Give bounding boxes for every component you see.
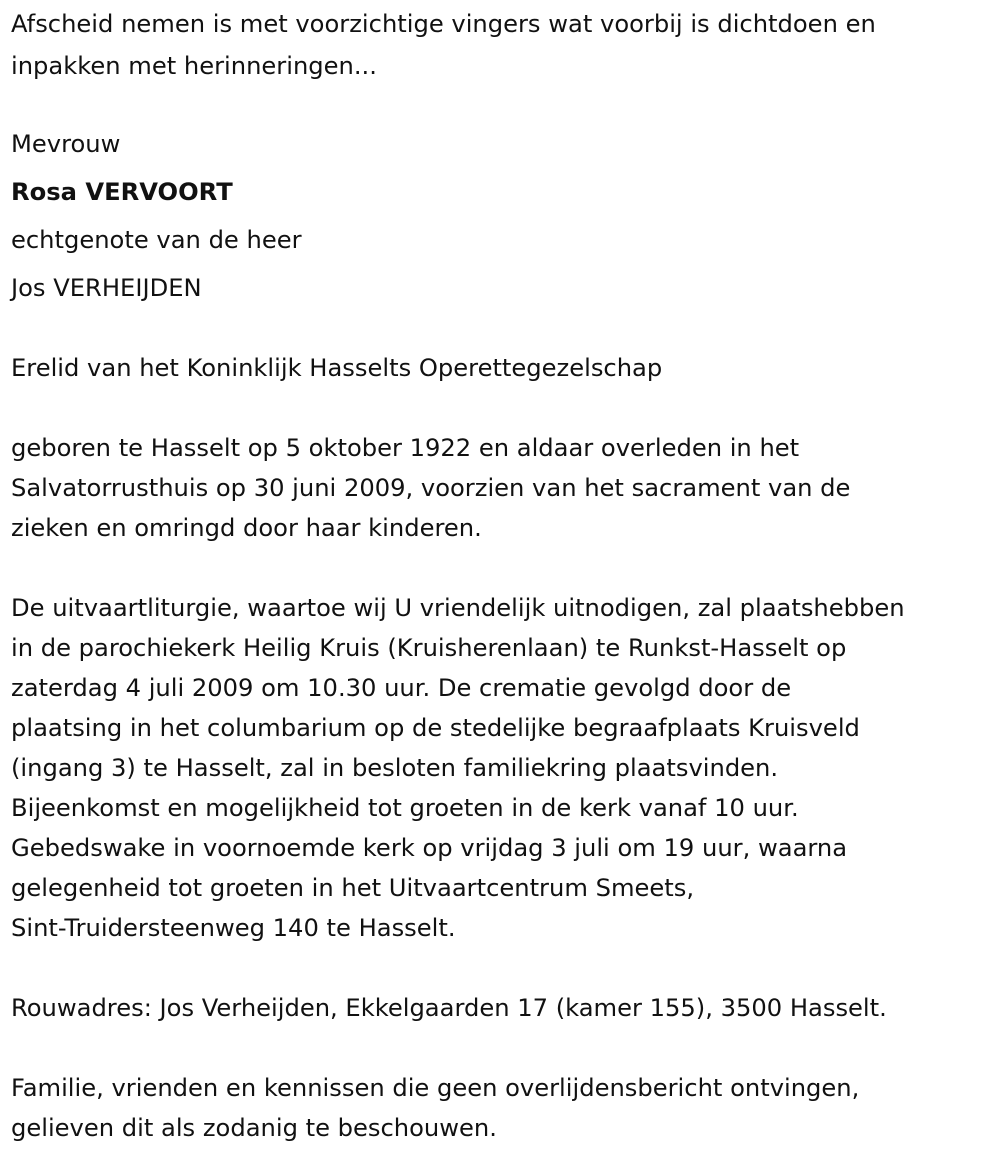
closing-line: gelieven dit als zodanig te beschouwen.: [11, 1114, 497, 1142]
funeral-line: De uitvaartliturgie, waartoe wij U vriendelijk uitnodigen, zal plaatshebben: [11, 594, 905, 622]
relation-text: echtgenote van de heer: [11, 226, 302, 254]
birth-death-line: Salvatorrusthuis op 30 juni 2009, voorzien van het sacrament van de: [11, 474, 851, 502]
funeral-line: Sint-Truidersteenweg 140 te Hasselt.: [11, 914, 456, 942]
honor-text: Erelid van het Koninklijk Hasselts Operettegezelschap: [11, 354, 663, 382]
motto-line: inpakken met herinneringen...: [11, 52, 377, 80]
funeral-line: zaterdag 4 juli 2009 om 10.30 uur. De crematie gevolgd door de: [11, 674, 792, 702]
birth-death-line: geboren te Hasselt op 5 oktober 1922 en aldaar overleden in het: [11, 434, 800, 462]
funeral-line: gelegenheid tot groeten in het Uitvaartcentrum Smeets,: [11, 874, 695, 902]
funeral-line: in de parochiekerk Heilig Kruis (Kruisherenlaan) te Runkst-Hasselt op: [11, 634, 847, 662]
birth-death-line: zieken en omringd door haar kinderen.: [11, 514, 482, 542]
salutation: Mevrouw: [11, 130, 121, 158]
mourning-address: Rouwadres: Jos Verheijden, Ekkelgaarden 17 (kamer 155), 3500 Hasselt.: [11, 994, 887, 1022]
funeral-line: plaatsing in het columbarium op de stedelijke begraafplaats Kruisveld: [11, 714, 860, 742]
motto-line: Afscheid nemen is met voorzichtige vingers wat voorbij is dichtdoen en: [11, 10, 876, 38]
spouse-name: Jos VERHEIJDEN: [11, 274, 202, 302]
funeral-line: Gebedswake in voornoemde kerk op vrijdag 3 juli om 19 uur, waarna: [11, 834, 848, 862]
closing-line: Familie, vrienden en kennissen die geen overlijdensbericht ontvingen,: [11, 1074, 860, 1102]
funeral-line: Bijeenkomst en mogelijkheid tot groeten in de kerk vanaf 10 uur.: [11, 794, 799, 822]
deceased-name: Rosa VERVOORT: [11, 178, 233, 206]
funeral-line: (ingang 3) te Hasselt, zal in besloten familiekring plaatsvinden.: [11, 754, 779, 782]
